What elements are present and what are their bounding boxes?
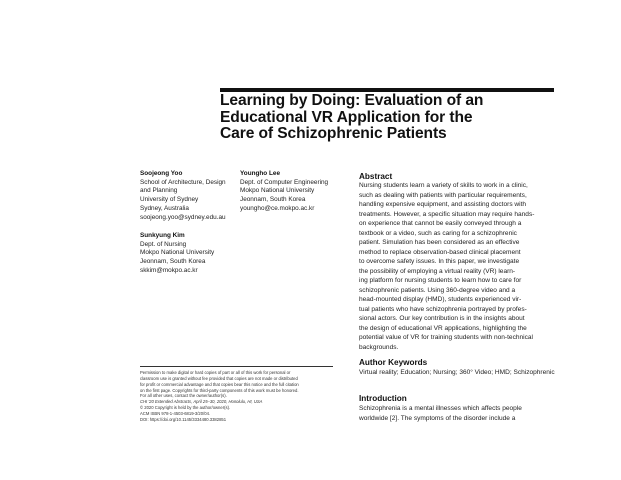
introduction-body	[359, 404, 589, 423]
author-name: Youngho Lee	[240, 170, 280, 177]
abstract-line: ing platform for nursing students to learn how to care for	[359, 277, 522, 284]
author-affiliation-line: Sydney, Australia	[140, 204, 189, 212]
author-name: Sunkyung Kim	[140, 232, 185, 239]
abstract-line: backgrounds.	[359, 343, 399, 351]
introduction-heading: Introduction	[359, 394, 407, 403]
keywords-text	[359, 368, 589, 378]
abstract-line: to overcome safety issues. In this paper, we investigate	[359, 258, 520, 265]
permission-line: Permission to make digital or hard copies of part or all of this work for personal or	[140, 370, 291, 375]
copyright-line: © 2020 Copyright is held by the author/owner(s).	[140, 405, 231, 411]
abstract-line: head-mounted display (HMD), students experienced vir-	[359, 296, 522, 303]
abstract-line: handling expensive equipment, and assisting doctors with	[359, 201, 527, 208]
author-affiliation-line: School of Architecture, Design	[140, 178, 226, 186]
abstract-heading: Abstract	[359, 172, 393, 181]
author-block	[240, 170, 350, 214]
title-line: Care of Schizophrenic Patients	[220, 125, 447, 143]
doi-link[interactable]: DOI: https://doi.org/10.1145/3334480.3382851	[140, 416, 227, 422]
introduction-line: worldwide [2]. The symptoms of the disorder include a	[359, 414, 516, 422]
introduction-line: Schizophrenia is a mental illnesses which affects people	[359, 405, 522, 412]
abstract-line: tual patients who have schizophrenia portrayed by profes-	[359, 305, 527, 313]
keywords-line: Virtual reality; Education; Nursing; 360° Video; HMD; Schizophrenic	[359, 369, 555, 376]
abstract-line: such as dealing with patients with particular requirements,	[359, 191, 527, 199]
abstract-line: sional actors. Our key contribution is in the insights about	[359, 315, 525, 322]
permission-notice	[140, 366, 333, 423]
permission-line: on the first page. Copyrights for third-party components of this work must be honored.	[140, 387, 299, 393]
author-affiliation-line: Dept. of Nursing	[140, 240, 187, 248]
abstract-line: textbook or a video, such as caring for a schizophrenic	[359, 229, 517, 237]
abstract-line: the possibility of employing a virtual reality (VR) learn-	[359, 267, 516, 275]
permission-line: classroom use is granted without fee provided that copies are not made or distributed	[140, 375, 298, 381]
abstract-line: the design of educational VR applications, highlighting the	[359, 324, 527, 332]
author-email: skkim@mokpo.ac.kr	[140, 266, 198, 274]
title-line: Learning by Doing: Evaluation of an	[220, 92, 484, 109]
author-affiliation-line: Mokpo National University	[240, 187, 315, 195]
author-affiliation-line: Jeonnam, South Korea	[240, 196, 306, 204]
keywords-heading: Author Keywords	[359, 358, 428, 367]
author-affiliation-line: Dept. of Computer Engineering	[240, 178, 329, 186]
conference-line: CHI '20 Extended Abstracts, April 25–30, 2020, Honolulu, HI, USA	[140, 399, 263, 405]
author-block	[140, 232, 250, 276]
title-line: Educational VR Application for the	[220, 108, 473, 126]
abstract-line: Nursing students learn a variety of skills to work in a clinic,	[359, 182, 528, 189]
author-email: soojeong.yoo@sydney.edu.au	[140, 213, 226, 221]
author-affiliation-line: Mokpo National University	[140, 249, 215, 257]
author-block	[140, 170, 236, 222]
permission-line: For all other uses, contact the owner/author(s).	[140, 393, 227, 399]
abstract-line: on experience that cannot be easily conveyed through a	[359, 220, 522, 227]
author-name: Soojeong Yoo	[140, 170, 183, 177]
author-affiliation-line: Jeonnam, South Korea	[140, 258, 206, 266]
abstract-line: potential value of VR for training students with non-technical	[359, 334, 533, 341]
abstract-line: method to replace observation-based clinical placement	[359, 248, 521, 256]
paper-title	[220, 93, 560, 143]
abstract-line: schizophrenic patients. Using 360-degree video and a	[359, 286, 516, 294]
abstract-line: treatments. However, a specific situation may require hands-	[359, 210, 535, 218]
permission-line: for profit or commercial advantage and that copies bear this notice and the full citation	[140, 381, 299, 387]
isbn-line: ACM ISBN 978-1-4503-6819-3/20/04.	[140, 410, 211, 416]
author-affiliation-line: and Planning	[140, 187, 178, 195]
author-affiliation-line: University of Sydney	[140, 196, 199, 204]
author-email: youngho@ce.mokpo.ac.kr	[240, 204, 315, 212]
abstract-line: patient. Simulation has been considered as an effective	[359, 239, 520, 246]
abstract-body	[359, 181, 589, 352]
